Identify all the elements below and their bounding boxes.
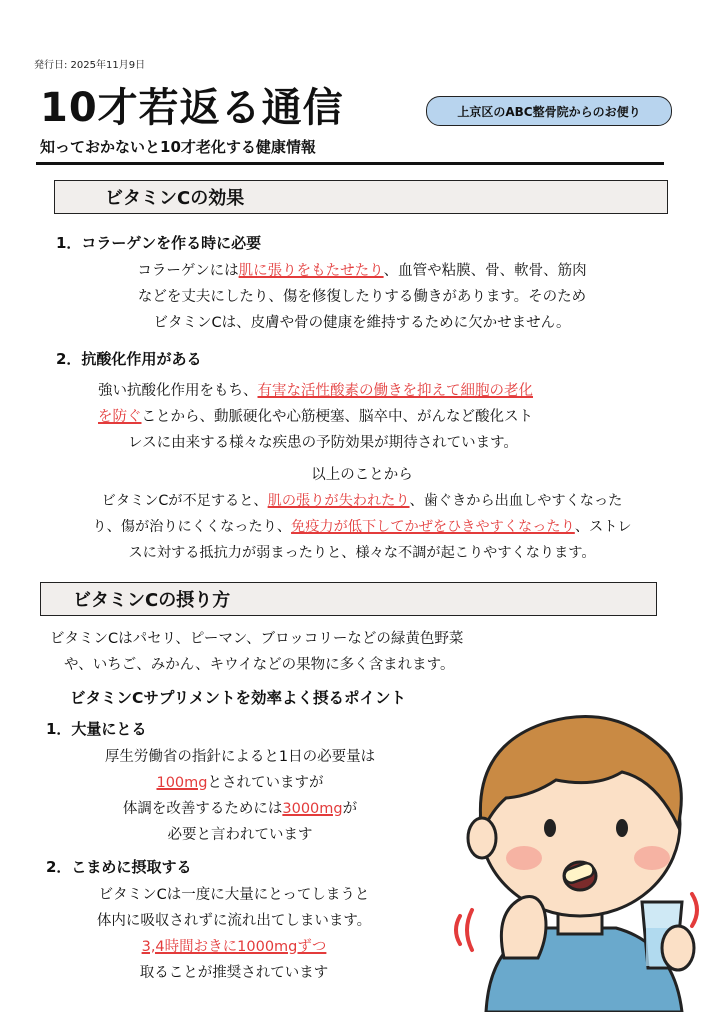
section-title: ビタミンCの効果 — [105, 188, 245, 209]
body-line — [6, 488, 718, 514]
eye-right — [616, 819, 628, 837]
hand-right — [662, 926, 694, 970]
body-line: 必要と言われています — [167, 827, 313, 843]
body-line — [40, 770, 440, 796]
intake-intro — [50, 626, 690, 678]
highlight-text: 肌に張りをもたせたり — [238, 263, 384, 279]
item-body-antioxidant — [98, 378, 698, 456]
cheek-right — [634, 846, 670, 870]
body-line: 体内に吸収されずに流れ出てしまいます。 — [96, 913, 372, 929]
highlight-text: 有害な活性酸素の働きを抑えて細胞の老化 — [257, 383, 533, 399]
header-divider — [36, 162, 664, 165]
ear — [468, 818, 496, 858]
body-line: や、いちご、みかん、キウイなどの果物に多く含まれます。 — [64, 657, 455, 673]
item-heading-antioxidant: 2．抗酸化作用がある — [56, 350, 202, 368]
section-vitamin-c-effects — [54, 180, 668, 214]
body-line — [40, 796, 440, 822]
text: コラーゲンには — [137, 263, 239, 279]
text: 体調を改善するためには — [122, 801, 283, 817]
cheek-left — [506, 846, 542, 870]
body-line: 取ることが推奨されています — [139, 965, 329, 981]
boy-vitamin-illustration — [446, 706, 708, 1012]
highlight-text: 3,4時間おきに1000mgずつ — [141, 939, 327, 955]
point-body-frequent — [34, 882, 434, 986]
highlight-text: 肌の張りが失われたり — [267, 493, 410, 509]
highlight-text: を防ぐ — [98, 409, 142, 425]
section-title: ビタミンCの摂り方 — [73, 590, 231, 611]
body-line — [40, 258, 684, 284]
text: とされていますが — [207, 775, 324, 791]
page-title: 10才若返る通信 — [40, 85, 344, 131]
body-line — [34, 934, 434, 960]
point-heading-frequent: 2．こまめに摂取する — [46, 858, 192, 876]
motion-line-icon — [467, 910, 472, 950]
text: 、血管や粘膜、骨、軟骨、筋肉 — [383, 263, 587, 279]
text: が — [342, 801, 358, 817]
clinic-badge — [426, 96, 672, 126]
body-line: ビタミンCは、皮膚や骨の健康を維持するために欠かせません。 — [153, 315, 571, 331]
body-line — [98, 378, 698, 404]
eye-left — [544, 819, 556, 837]
body-line: 厚生労働省の指針によると1日の必要量は — [104, 749, 376, 765]
body-line — [6, 514, 718, 540]
text: ことから、動脈硬化や心筋梗塞、脳卒中、がんなど酸化スト — [141, 409, 533, 425]
summary-body — [6, 488, 718, 566]
text: 強い抗酸化作用をもち、 — [98, 383, 258, 399]
highlight-text: 3000mg — [282, 801, 343, 817]
points-title: ビタミンCサプリメントを効率よく摂るポイント — [70, 689, 406, 707]
highlight-text: 100mg — [156, 775, 208, 791]
clinic-badge-label: 上京区のABC整骨院からのお便り — [457, 104, 641, 119]
page-subtitle: 知っておかないと10才老化する健康情報 — [40, 138, 316, 156]
body-line: ビタミンCは一度に大量にとってしまうと — [98, 887, 370, 903]
motion-line-icon — [456, 916, 460, 944]
point-body-large-amount — [40, 744, 440, 848]
motion-line-icon — [692, 894, 697, 926]
issue-date: 発行日: 2025年11月9日 — [34, 60, 146, 71]
text: ビタミンCが不足すると、 — [101, 493, 268, 509]
summary-intro: 以上のことから — [311, 467, 413, 483]
body-line: などを丈夫にしたり、傷を修復したりする働きがあります。そのため — [137, 289, 587, 305]
text: 、歯ぐきから出血しやすくなった — [409, 493, 623, 509]
hand-left — [501, 897, 546, 959]
text: り、傷が治りにくくなったり、 — [92, 519, 292, 535]
body-line — [98, 404, 698, 430]
item-body-collagen — [40, 258, 684, 336]
text: 、ストレ — [574, 519, 632, 535]
highlight-text: 免疫力が低下してかぜをひきやすくなったり — [291, 519, 575, 535]
section-vitamin-c-intake — [40, 582, 657, 616]
body-line: スに対する抵抗力が弱まったりと、様々な不調が起こりやすくなります。 — [128, 545, 596, 561]
item-heading-collagen: 1．コラーゲンを作る時に必要 — [56, 234, 262, 252]
body-line: レスに由来する様々な疾患の予防効果が期待されています。 — [128, 435, 518, 451]
point-heading-large-amount: 1．大量にとる — [46, 720, 147, 738]
body-line: ビタミンCはパセリ、ピーマン、ブロッコリーなどの緑黄色野菜 — [50, 631, 464, 647]
